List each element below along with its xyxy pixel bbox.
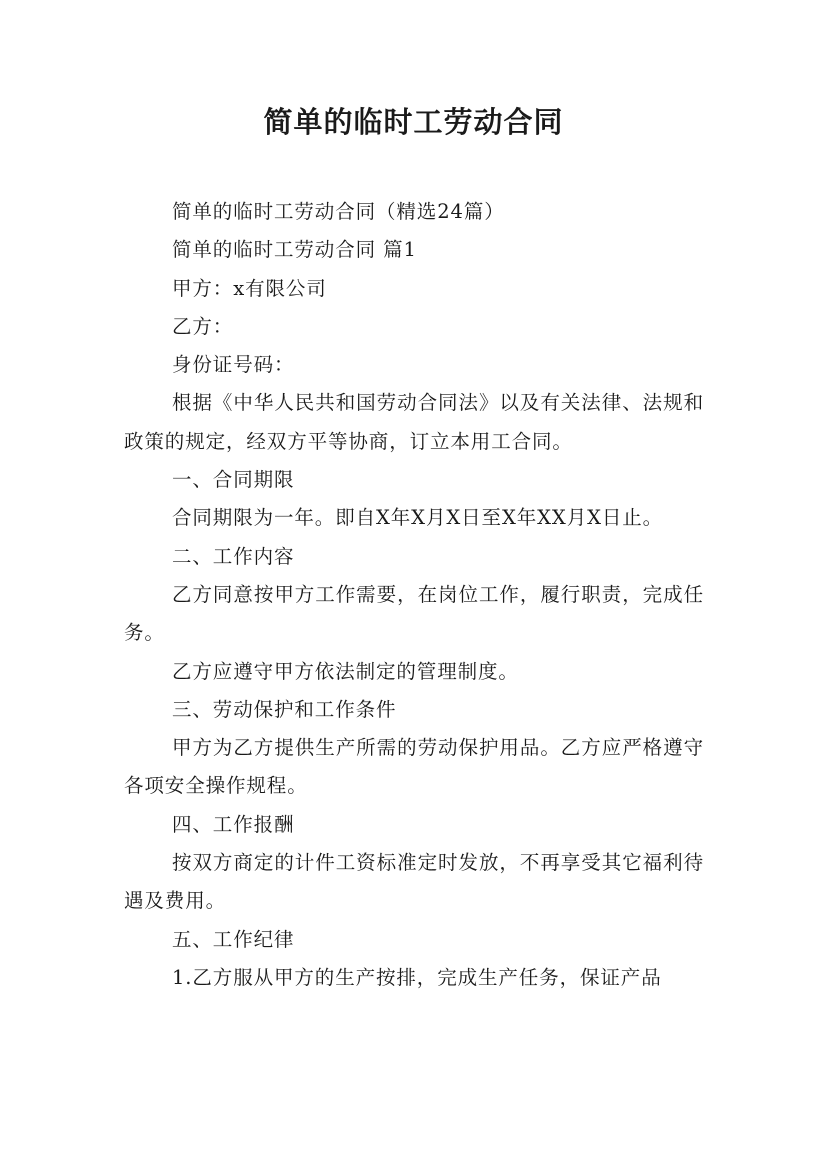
- paragraph-remuneration: 按双方商定的计件工资标准定时发放，不再享受其它福利待遇及费用。: [124, 851, 704, 913]
- heading-labor-protection: 三、劳动保护和工作条件: [172, 697, 397, 721]
- heading-remuneration: 四、工作报酬: [172, 812, 295, 836]
- paragraph-work-content-1: 乙方同意按甲方工作需要，在岗位工作，履行职责，完成任务。: [124, 582, 704, 645]
- paragraph-work-content-2: 乙方应遵守甲方依法制定的管理制度。: [172, 659, 519, 683]
- paragraph-section-heading: 简单的临时工劳动合同 篇1: [172, 238, 417, 262]
- heading-contract-term: 一、合同期限: [172, 468, 295, 492]
- paragraph-party-b: 乙方：: [172, 314, 234, 338]
- paragraph-contract-term: 合同期限为一年。即自X年X月X日至X年XX月X日止。: [172, 506, 664, 530]
- paragraph-work-discipline-1: 1.乙方服从甲方的生产按排，完成生产任务，保证产品: [172, 965, 662, 989]
- document-title: 简单的临时工劳动合同: [263, 105, 564, 139]
- paragraph-party-a: 甲方：x有限公司: [172, 276, 327, 300]
- heading-work-discipline: 五、工作纪律: [172, 927, 295, 951]
- paragraph-labor-protection: 甲方为乙方提供生产所需的劳动保护用品。乙方应严格遵守各项安全操作规程。: [124, 736, 704, 798]
- paragraph-id-number: 身份证号码：: [172, 353, 295, 377]
- document-body: [124, 193, 704, 997]
- heading-work-content: 二、工作内容: [172, 544, 295, 568]
- paragraph-preamble: 根据《中华人民共和国劳动合同法》以及有关法律、法规和政策的规定，经双方平等协商，订立本用工合同。: [124, 391, 704, 453]
- paragraph-subtitle: 简单的临时工劳动合同（精选24篇）: [172, 200, 505, 223]
